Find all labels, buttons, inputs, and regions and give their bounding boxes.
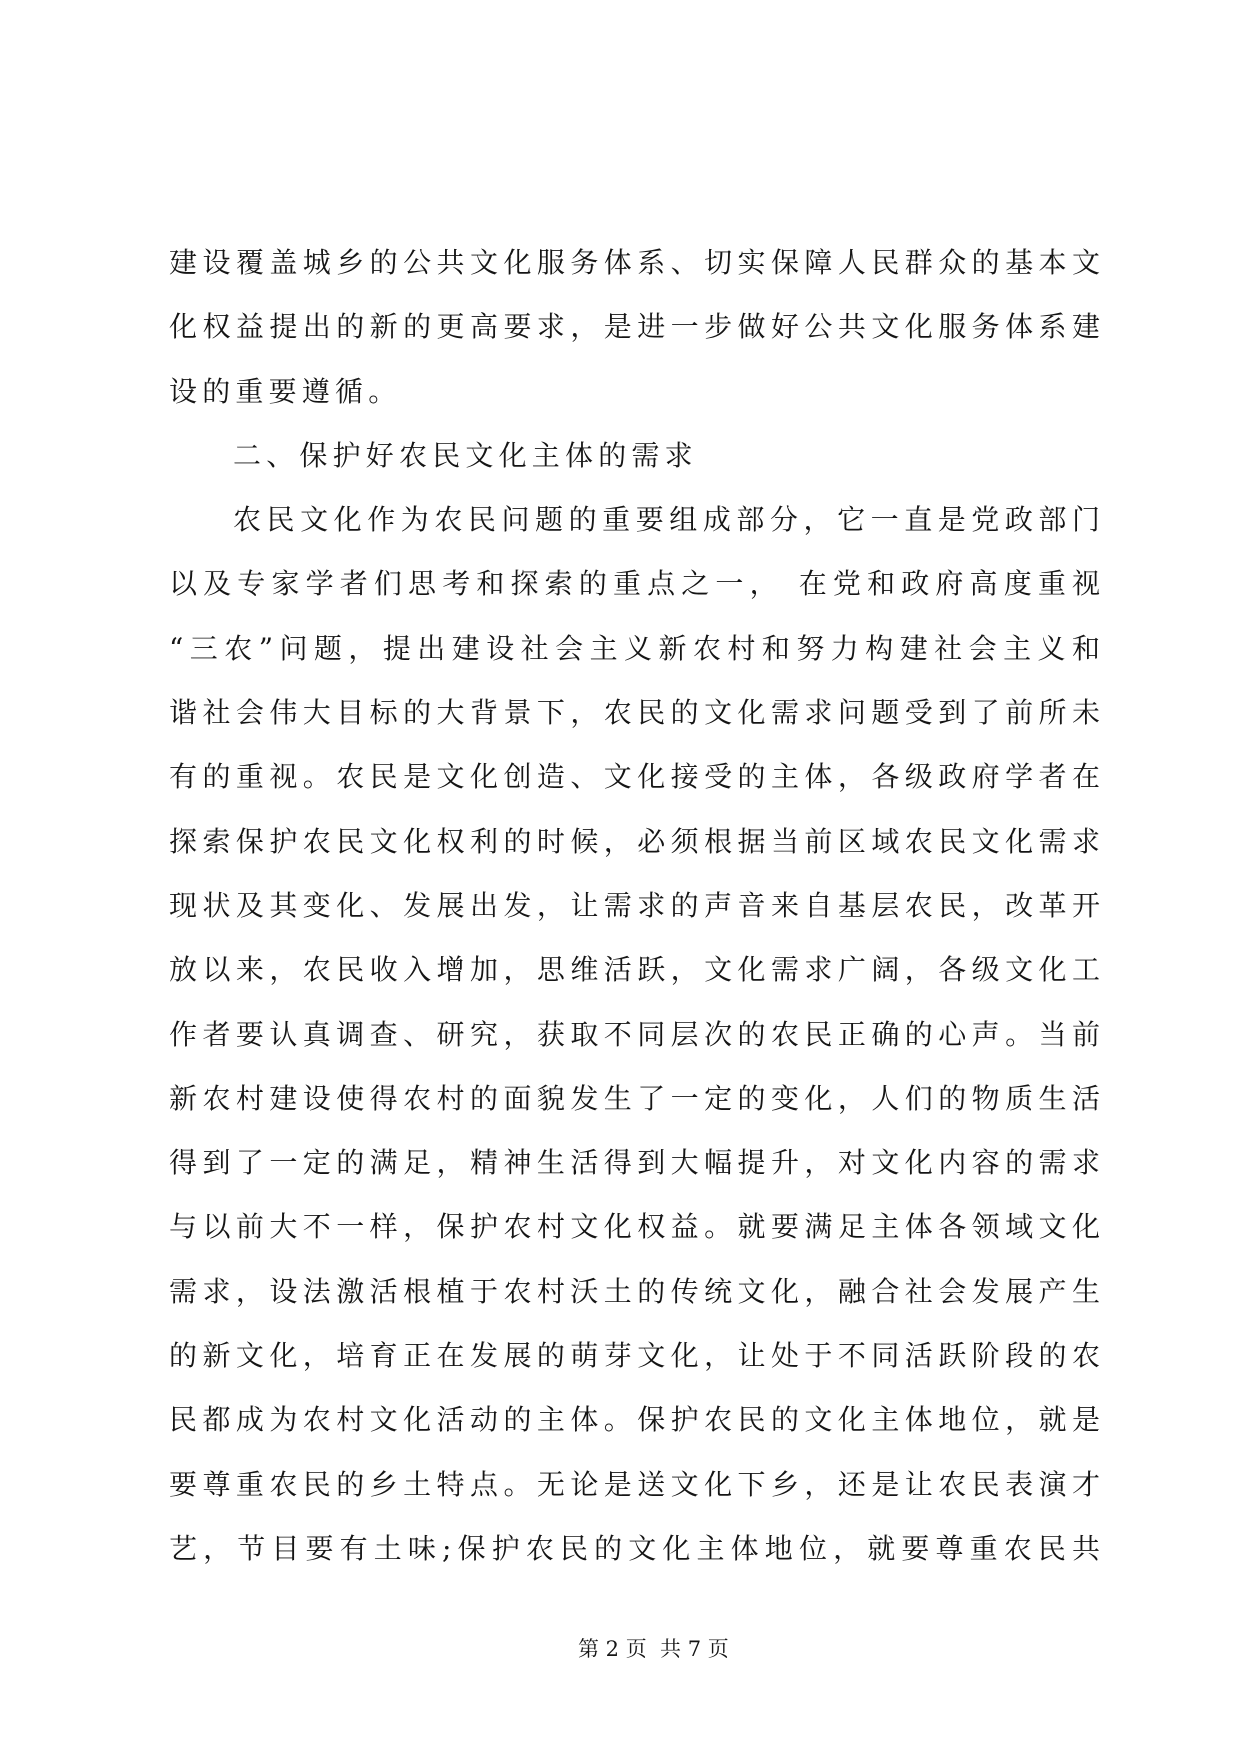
page-footer: 第 2 页 共 7 页 — [578, 1637, 729, 1661]
paragraph-line: 化权益提出的新的更高要求，是进一步做好公共文化服务体系建 — [169, 310, 1100, 344]
paragraph-line: 需求，设法激活根植于农村沃土的传统文化，融合社会发展产生 — [169, 1274, 1100, 1308]
paragraph-line: 设的重要遵循。 — [169, 374, 402, 408]
paragraph-line: 农民文化作为农民问题的重要组成部分，它一直是党政部门 — [233, 503, 1100, 537]
paragraph-line: 得到了一定的满足，精神生活得到大幅提升，对文化内容的需求 — [169, 1146, 1100, 1180]
paragraph-line: 要尊重农民的乡土特点。无论是送文化下乡，还是让农民表演才 — [169, 1467, 1100, 1501]
paragraph-line: 的新文化，培育正在发展的萌芽文化，让处于不同活跃阶段的农 — [169, 1339, 1100, 1373]
paragraph-line: 有的重视。农民是文化创造、文化接受的主体，各级政府学者在 — [169, 760, 1100, 794]
paragraph-line: 以及专家学者们思考和探索的重点之一， 在党和政府高度重视 — [169, 567, 1100, 601]
paragraph-line: 放以来，农民收入增加，思维活跃，文化需求广阔，各级文化工 — [169, 953, 1100, 987]
paragraph-line: 与以前大不一样，保护农村文化权益。就要满足主体各领域文化 — [169, 1210, 1100, 1244]
paragraph-line: 新农村建设使得农村的面貌发生了一定的变化，人们的物质生活 — [169, 1081, 1100, 1115]
paragraph-line: 探索保护农民文化权利的时候，必须根据当前区域农民文化需求 — [169, 824, 1100, 858]
paragraph-line: “三农”问题，提出建设社会主义新农村和努力构建社会主义和 — [169, 631, 1100, 665]
paragraph-line: 建设覆盖城乡的公共文化服务体系、切实保障人民群众的基本文 — [169, 246, 1100, 279]
paragraph-line: 现状及其变化、发展出发，让需求的声音来自基层农民，改革开 — [169, 888, 1100, 922]
paragraph-line: 谐社会伟大目标的大背景下，农民的文化需求问题受到了前所未 — [169, 696, 1100, 730]
section-heading: 二、保护好农民文化主体的需求 — [233, 438, 698, 472]
body-text — [169, 231, 1100, 1581]
paragraph-line: 作者要认真调查、研究，获取不同层次的农民正确的心声。当前 — [169, 1017, 1100, 1051]
paragraph-line: 民都成为农村文化活动的主体。保护农民的文化主体地位，就是 — [169, 1403, 1100, 1437]
paragraph-line: 艺，节目要有土味;保护农民的文化主体地位，就要尊重农民共 — [169, 1531, 1100, 1565]
